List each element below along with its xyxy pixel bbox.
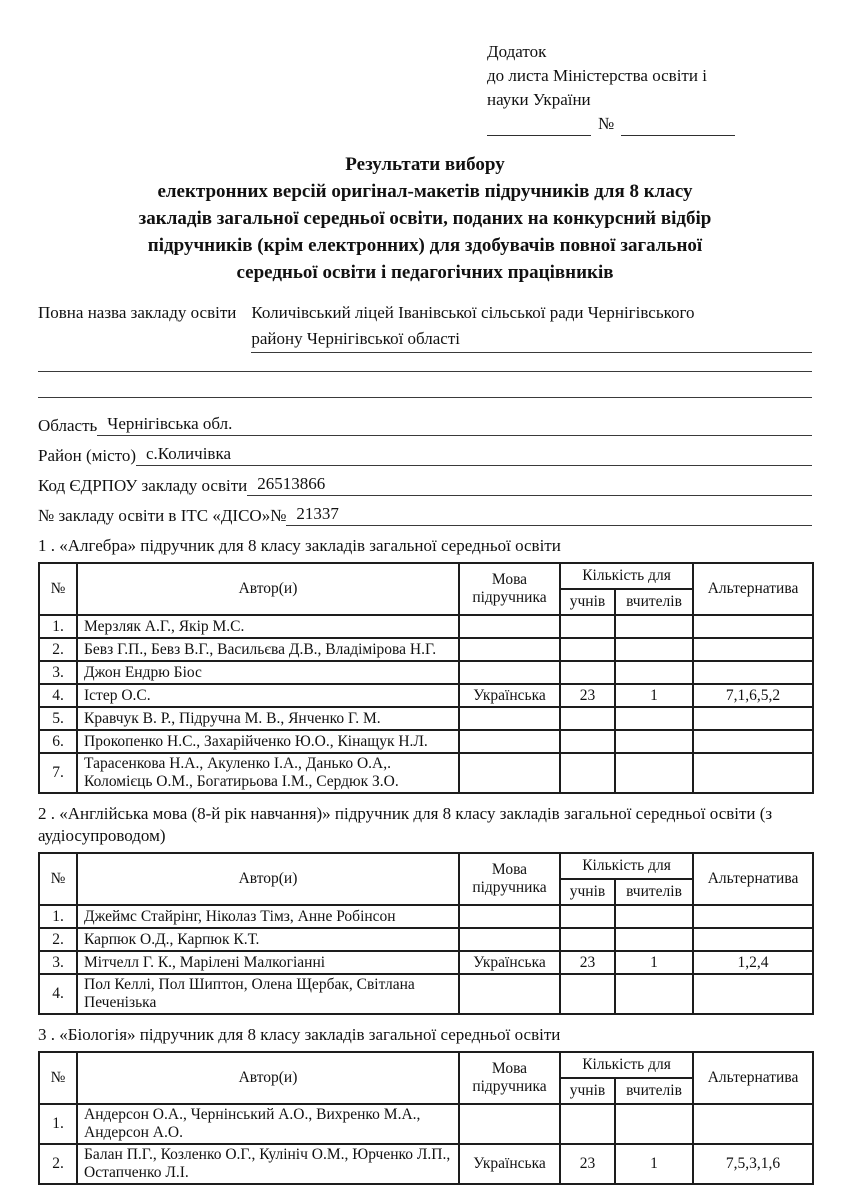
cell-teachers [615,928,693,951]
cell-students [560,707,615,730]
cell-language [459,974,560,1014]
cell-num: 7. [39,753,77,793]
cell-students: 23 [560,684,615,707]
cell-students [560,730,615,753]
cell-alternative [693,753,813,793]
table-row [39,615,813,638]
cell-teachers [615,615,693,638]
itc-diso-value: 21337 [286,503,812,526]
title-line: підручників (крім електронних) для здобувачів повної загальної [147,235,703,256]
school-name-line2: району Чернігівської області [251,326,812,353]
cell-num: 5. [39,707,77,730]
blank-rule-line [38,372,812,398]
cell-alternative [693,974,813,1014]
cell-alternative [693,661,813,684]
cell-teachers [615,730,693,753]
cell-language [459,1104,560,1144]
col-header-language: Мова підручника [459,1052,560,1104]
col-header-authors: Автор(и) [77,1052,459,1104]
cell-alternative [693,1104,813,1144]
cell-students [560,905,615,928]
cell-alternative [693,905,813,928]
cell-students [560,661,615,684]
col-header-language: Мова підручника [459,563,560,615]
cell-num: 1. [39,615,77,638]
cell-num: 6. [39,730,77,753]
table-row [39,661,813,684]
cell-teachers: 1 [615,951,693,974]
school-name-value [251,300,812,353]
title-line: закладів загальної середньої освіти, поданих на конкурсний відбір [138,208,712,229]
cell-authors: Джеймс Стайрінг, Ніколаз Тімз, Анне Робінсон [77,905,459,928]
cell-num: 2. [39,1144,77,1184]
edrpou-row [38,466,812,496]
section-1-heading: 1 . «Алгебра» підручник для 8 класу закладів загальної середньої освіти [38,536,561,555]
col-header-quantity: Кількість для [560,563,693,589]
col-header-teachers: вчителів [615,1078,693,1104]
table-row [39,684,813,707]
table-row [39,753,813,793]
title-line: Результати вибору [345,154,505,175]
col-header-authors: Автор(и) [77,853,459,905]
cell-authors: Кравчук В. Р., Підручна М. В., Янченко Г. М. [77,707,459,730]
cell-teachers [615,707,693,730]
table-row [39,638,813,661]
letterhead-line: Додаток [487,42,547,61]
cell-students [560,1104,615,1144]
cell-authors: Мерзляк А.Г., Якір М.С. [77,615,459,638]
cell-num: 4. [39,684,77,707]
number-blank-line [621,120,735,136]
cell-num: 4. [39,974,77,1014]
cell-students [560,638,615,661]
col-header-quantity: Кількість для [560,853,693,879]
cell-language [459,661,560,684]
col-header-alternative: Альтернатива [693,853,813,905]
edrpou-value: 26513866 [247,473,812,496]
section-3-heading: 3 . «Біологія» підручник для 8 класу закладів загальної середньої освіти [38,1025,561,1044]
region-row [38,406,812,436]
table-english [38,852,812,1015]
cell-teachers: 1 [615,684,693,707]
title-line: електронних версій оригінал-макетів підручників для 8 класу [157,181,693,202]
school-name-row [38,300,812,353]
cell-students [560,974,615,1014]
col-header-students: учнів [560,1078,615,1104]
school-name-label: Повна назва закладу освіти [38,303,237,322]
table-row [39,928,813,951]
cell-authors: Прокопенко Н.С., Захарійченко Ю.О., Кінащук Н.Л. [77,730,459,753]
cell-language [459,707,560,730]
table-row [39,707,813,730]
letterhead-line: науки України [487,90,591,109]
edrpou-label: Код ЄДРПОУ закладу освіти [38,476,248,495]
col-header-students: учнів [560,589,615,615]
letterhead [487,40,812,136]
table-row [39,905,813,928]
cell-teachers: 1 [615,1144,693,1184]
cell-language [459,928,560,951]
cell-language [459,730,560,753]
cell-language [459,753,560,793]
table-header [39,853,813,905]
cell-language: Українська [459,951,560,974]
cell-num: 1. [39,1104,77,1144]
cell-num: 2. [39,638,77,661]
cell-authors: Істер О.С. [77,684,459,707]
table-row [39,1104,813,1144]
cell-authors: Бевз Г.П., Бевз В.Г., Васильєва Д.В., Владімірова Н.Г. [77,638,459,661]
cell-students [560,928,615,951]
cell-num: 3. [39,661,77,684]
cell-language: Українська [459,1144,560,1184]
cell-alternative [693,638,813,661]
table-header [39,1052,813,1104]
table-biology [38,1051,812,1185]
col-header-alternative: Альтернатива [693,1052,813,1104]
region-label: Область [38,416,98,435]
cell-language [459,905,560,928]
cell-num: 2. [39,928,77,951]
cell-teachers [615,638,693,661]
cell-num: 1. [39,905,77,928]
cell-authors: Андерсон О.А., Чернінський А.О., Вихренко М.А., Андерсон А.О. [77,1104,459,1144]
cell-language [459,638,560,661]
cell-authors: Пол Келлі, Пол Шиптон, Олена Щербак, Світлана Печенізька [77,974,459,1014]
district-label: Район (місто) [38,446,136,465]
col-header-num: № [39,1052,77,1104]
cell-teachers [615,905,693,928]
col-header-authors: Автор(и) [77,563,459,615]
col-header-language: Мова підручника [459,853,560,905]
cell-alternative: 7,5,3,1,6 [693,1144,813,1184]
cell-teachers [615,753,693,793]
school-name-line1: Количівський ліцей Іванівської сільської ради Чернігівського [251,303,695,322]
district-value: с.Количівка [136,443,812,466]
cell-alternative: 7,1,6,5,2 [693,684,813,707]
cell-authors: Мітчелл Г. К., Марілені Малкогіанні [77,951,459,974]
cell-num: 3. [39,951,77,974]
cell-teachers [615,1104,693,1144]
page-title [38,151,812,286]
letterhead-line: до листа Міністерства освіти і [487,66,707,85]
cell-language [459,615,560,638]
col-header-quantity: Кількість для [560,1052,693,1078]
title-line: середньої освіти і педагогічних працівників [236,262,614,283]
table-row [39,1144,813,1184]
col-header-num: № [39,563,77,615]
table-header [39,563,813,615]
table-row [39,951,813,974]
cell-teachers [615,974,693,1014]
itc-diso-row [38,496,812,526]
cell-alternative [693,707,813,730]
date-blank-line [487,120,591,136]
col-header-alternative: Альтернатива [693,563,813,615]
section-2-heading: 2 . «Англійська мова (8-й рік навчання)» підручник для 8 класу закладів загальної середньої освіти (з аудіосупроводом) [38,804,773,845]
cell-language: Українська [459,684,560,707]
letterhead-number-line [487,112,812,136]
blank-rule-line [38,353,812,372]
col-header-students: учнів [560,879,615,905]
cell-alternative [693,928,813,951]
region-value: Чернігівська обл. [97,413,812,436]
cell-authors: Тарасенкова Н.А., Акуленко І.А., Данько О.А,. Коломієць О.М., Богатирьова І.М., Сердюк З.О. [77,753,459,793]
number-sign: № [598,114,615,133]
cell-alternative [693,615,813,638]
district-row [38,436,812,466]
cell-students: 23 [560,951,615,974]
cell-alternative: 1,2,4 [693,951,813,974]
itc-diso-label: № закладу освіти в ІТС «ДІСО»№ [38,506,287,525]
col-header-num: № [39,853,77,905]
cell-students [560,753,615,793]
col-header-teachers: вчителів [615,879,693,905]
cell-teachers [615,661,693,684]
table-row [39,730,813,753]
cell-authors: Карпюк О.Д., Карпюк К.Т. [77,928,459,951]
cell-students: 23 [560,1144,615,1184]
cell-authors: Балан П.Г., Козленко О.Г., Кулініч О.М., Юрченко Л.П., Остапченко Л.І. [77,1144,459,1184]
cell-authors: Джон Ендрю Біос [77,661,459,684]
table-row [39,974,813,1014]
col-header-teachers: вчителів [615,589,693,615]
table-algebra [38,562,812,794]
cell-students [560,615,615,638]
cell-alternative [693,730,813,753]
